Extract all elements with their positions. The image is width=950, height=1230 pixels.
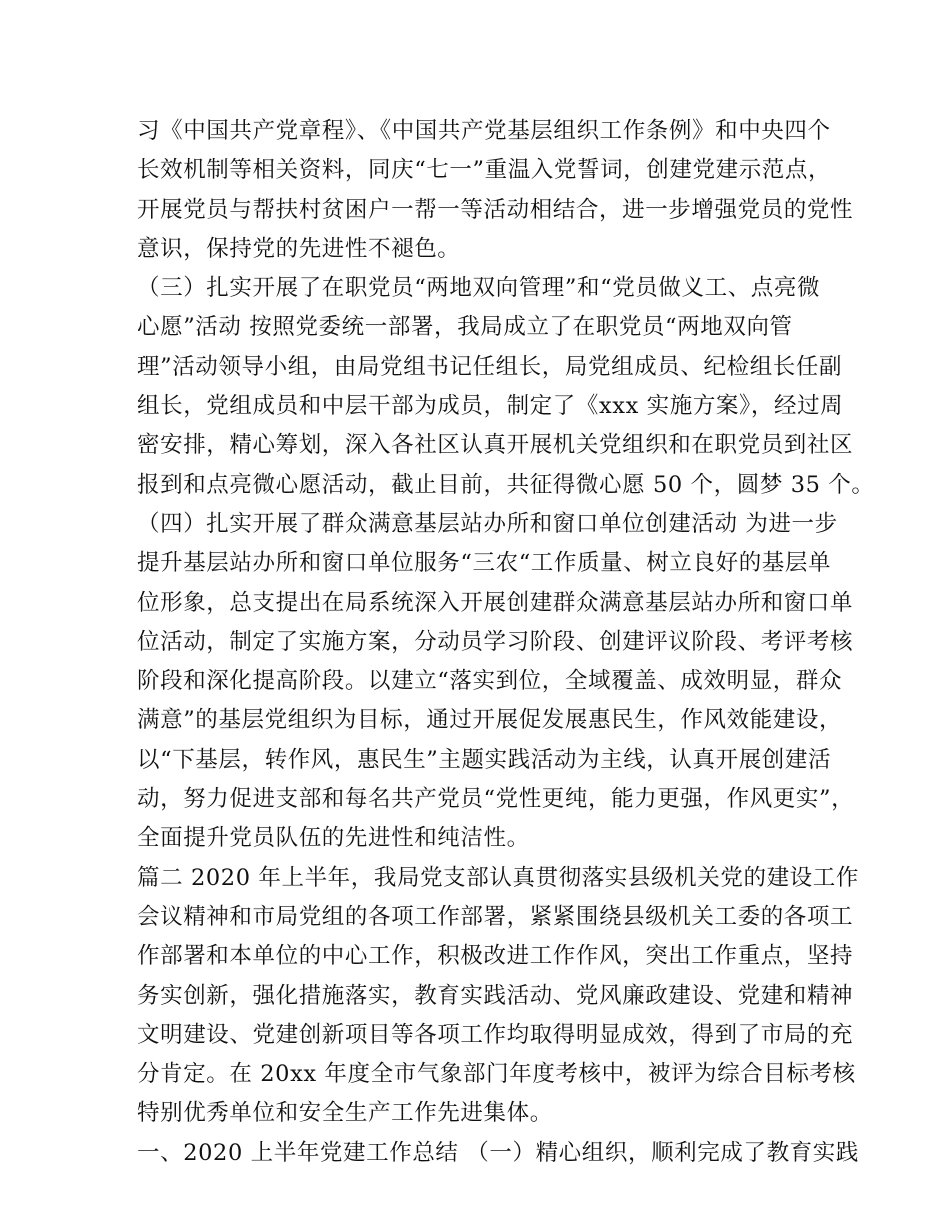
section-heading-line: （四）扎实开展了群众满意基层站办所和窗口单位创建活动 为进一步 (137, 510, 838, 537)
section-heading-line: 篇二 2020 年上半年，我局党支部认真贯彻落实县级机关党的建设工作 (137, 864, 859, 891)
text-line: 位形象，总支提出在局系统深入开展创建群众满意基层站办所和窗口单 (137, 589, 854, 616)
text-line: 动，努力促进支部和每名共产党员“党性更纯，能力更强，作风更实”， (137, 786, 855, 813)
text-line: 文明建设、党建创新项目等各项工作均取得明显成效，得到了市局的充 (137, 1021, 854, 1048)
text-line: 报到和点亮微心愿活动，截止目前，共征得微心愿 50 个，圆梦 35 个。 (137, 471, 875, 498)
text-line: 特别优秀单位和安全生产工作先进集体。 (137, 1100, 553, 1127)
text-line: 以“下基层，转作风，惠民生”主题实践活动为主线，认真开展创建活 (137, 746, 832, 773)
text-line: 满意”的基层党组织为目标，通过开展促发展惠民生，作风效能建设， (137, 707, 843, 734)
section-heading-line: （三）扎实开展了在职党员“两地双向管理”和“党员做义工、点亮微 (137, 275, 821, 302)
text-line: 务实创新，强化措施落实，教育实践活动、党风廉政建设、党建和精神 (137, 982, 854, 1009)
document-body (137, 112, 875, 1173)
text-line: 心愿”活动 按照党委统一部署，我局成立了在职党员“两地双向管 (137, 314, 793, 341)
text-line: 提升基层站办所和窗口单位服务“三农“工作质量、树立良好的基层单 (137, 550, 832, 577)
text-line: 位活动，制定了实施方案，分动员学习阶段、创建评议阶段、考评考核 (137, 628, 854, 655)
text-line: 习《中国共产党章程》、《中国共产党基层组织工作条例》和中央四个 (137, 118, 831, 144)
text-line: 分肯定。在 20xx 年度全市气象部门年度考核中，被评为综合目标考核 (137, 1061, 856, 1088)
text-line: 作部署和本单位的中心工作，积极改进工作作风，突出工作重点，坚持 (137, 943, 854, 970)
text-line: 全面提升党员队伍的先进性和纯洁性。 (137, 825, 530, 852)
text-line: 开展党员与帮扶村贫困户一帮一等活动相结合，进一步增强党员的党性 (137, 196, 854, 223)
text-line: 意识，保持党的先进性不褪色。 (137, 235, 461, 262)
text-line: 理”活动领导小组，由局党组书记任组长，局党组成员、纪检组长任副 (137, 353, 843, 380)
text-line: 长效机制等相关资料，同庆“七一”重温入党誓词，创建党建示范点， (137, 157, 832, 184)
text-line: 密安排，精心筹划，深入各社区认真开展机关党组织和在职党员到社区 (137, 432, 854, 459)
text-line: 组长，党组成员和中层干部为成员，制定了《xxx 实施方案》，经过周 (137, 393, 844, 420)
text-line: 阶段和深化提高阶段。以建立“落实到位，全域覆盖、成效明显，群众 (137, 668, 843, 695)
section-heading-line: 一、2020 上半年党建工作总结 （一）精心组织，顺利完成了教育实践 (137, 1139, 859, 1166)
text-line: 会议精神和市局党组的各项工作部署，紧紧围绕县级机关工委的各项工 (137, 903, 854, 930)
